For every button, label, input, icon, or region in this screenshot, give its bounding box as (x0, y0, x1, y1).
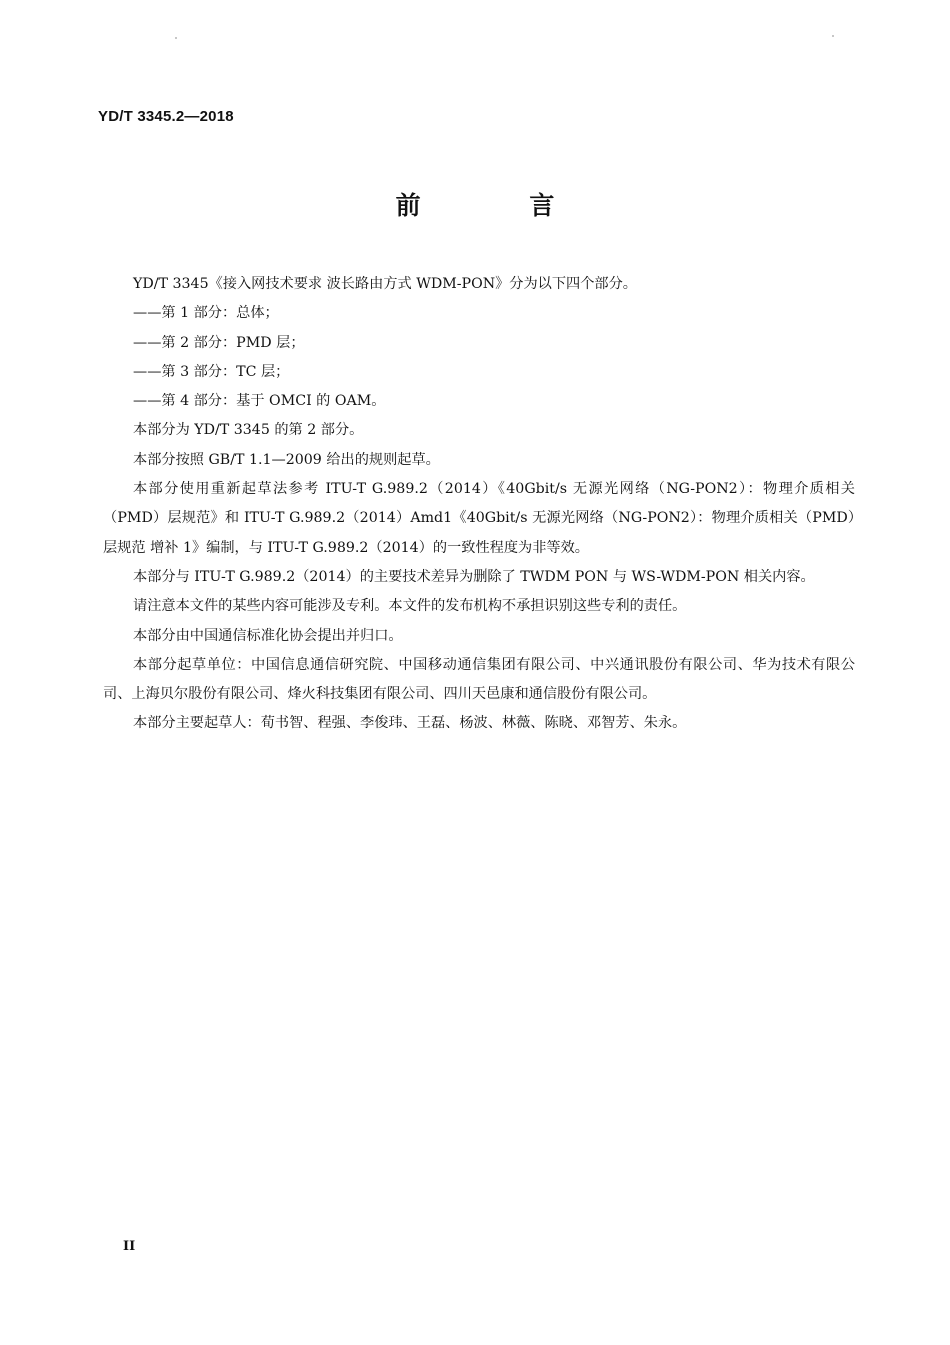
paragraph-drafting-rules: 本部分按照 GB/T 1.1—2009 给出的规则起草。 (133, 451, 440, 468)
list-item-part-1: ——第 1 部分：总体； (133, 305, 279, 322)
paragraph-drafting-units: 本部分起草单位：中国信息通信研究院、中国移动通信集团有限公司、中兴通讯股份有限公司、华为技术有限公司、上海贝尔股份有限公司、烽火科技集团有限公司、四川天邑康和通信股份有限公司。 (103, 656, 855, 703)
paragraph-patent-notice: 请注意本文件的某些内容可能涉及专利。本文件的发布机构不承担识别这些专利的责任。 (133, 598, 687, 615)
scan-speck (832, 35, 834, 37)
foreword-body (103, 270, 855, 739)
list-item-part-3: ——第 3 部分：TC 层； (133, 363, 290, 380)
list-item-part-4: ——第 4 部分：基于 OMCI 的 OAM。 (133, 393, 386, 410)
paragraph-intro: YD/T 3345《接入网技术要求 波长路由方式 WDM-PON》分为以下四个部分。 (133, 276, 637, 292)
paragraph-drafters: 本部分主要起草人：荀书智、程强、李俊玮、王磊、杨波、林薇、陈晓、邓智芳、朱永。 (133, 715, 687, 732)
document-code: YD/T 3345.2—2018 (98, 108, 234, 125)
paragraph-differences: 本部分与 ITU-T G.989.2（2014）的主要技术差异为删除了 TWDM PON 与 WS-WDM-PON 相关内容。 (133, 568, 815, 585)
scan-speck (175, 37, 177, 39)
list-item-part-2: ——第 2 部分：PMD 层； (133, 334, 305, 351)
paragraph-proposer: 本部分由中国通信标准化协会提出并归口。 (133, 627, 403, 644)
paragraph-reference: 本部分使用重新起草法参考 ITU-T G.989.2（2014）《40Gbit/s 无源光网络（NG-PON2）：物理介质相关（PMD）层规范》和 ITU-T G.989.2（2014）Amd1《40Gbit/s 无源光网络（NG-PON2）：物理介质相关（PMD）层规范 增补 1》编制，与 ITU-T G.989.2（2014）的一致性程度为非等效。 (103, 481, 855, 556)
page-number: II (123, 1239, 136, 1254)
paragraph-this-part: 本部分为 YD/T 3345 的第 2 部分。 (133, 422, 364, 439)
page-title: 前 言 (395, 191, 605, 220)
